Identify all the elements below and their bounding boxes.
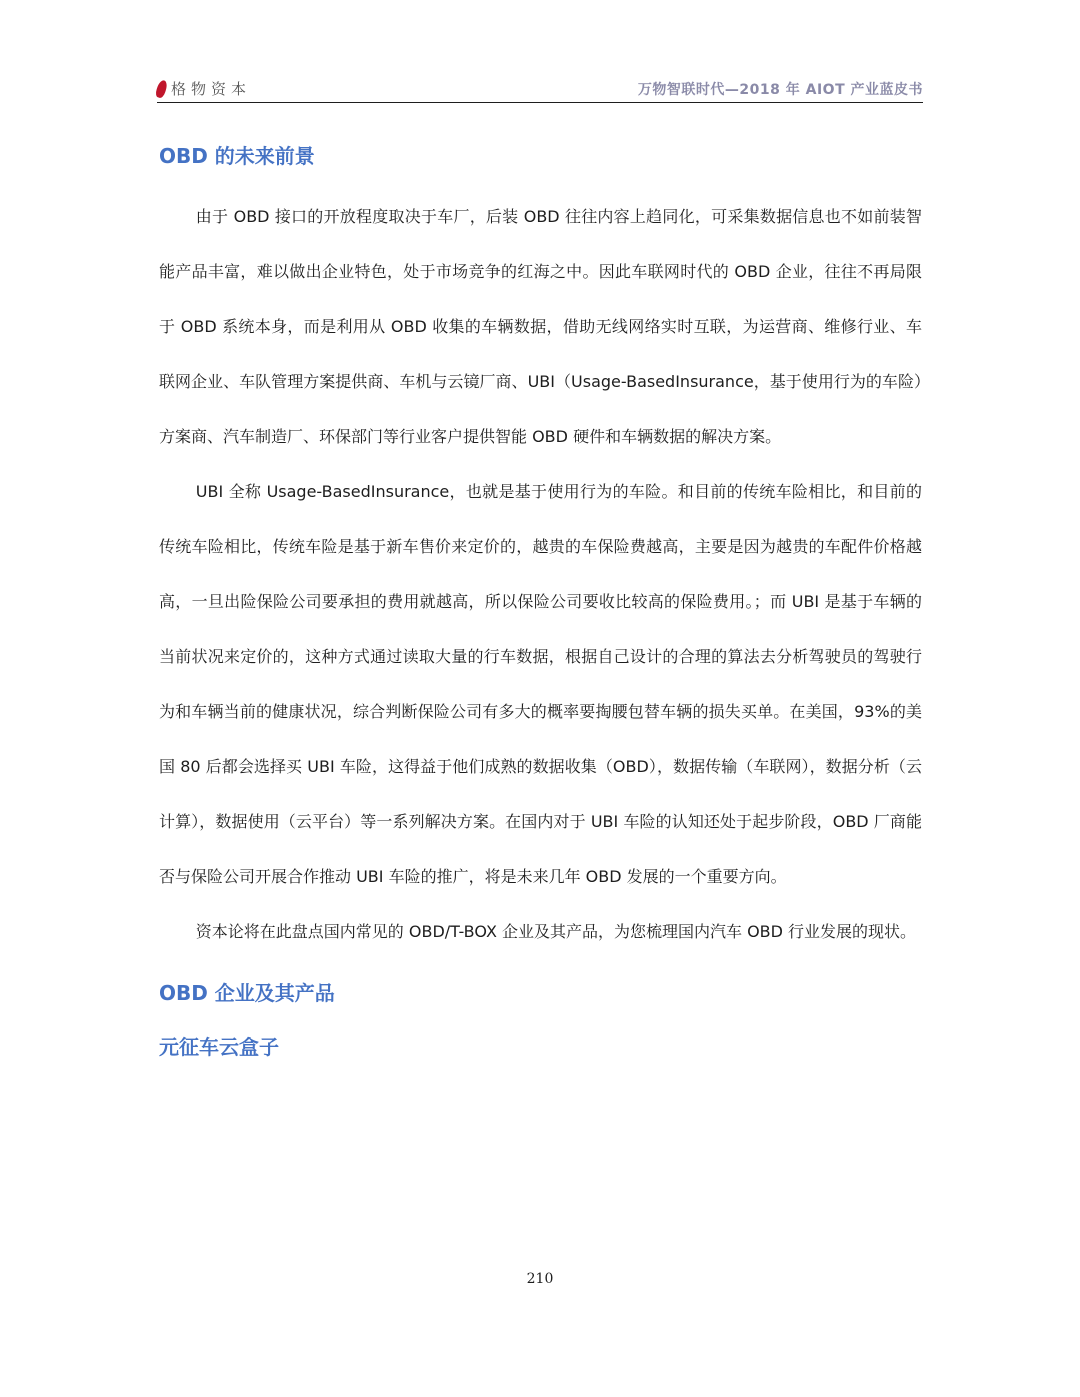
section-heading-companies: OBD 企业及其产品 bbox=[159, 981, 335, 1005]
report-title: 万物智联时代—2018 年 AIOT 产业蓝皮书 bbox=[637, 82, 923, 98]
subsection-heading: 元征车云盒子 bbox=[159, 1035, 279, 1059]
header-divider bbox=[157, 102, 923, 103]
logo-mark-icon bbox=[154, 79, 168, 99]
paragraph-summary: 资本论将在此盘点国内常见的 OBD/T-BOX 企业及其产品，为您梳理国内汽车 OBD 行业发展的现状。 bbox=[195, 922, 917, 941]
section-heading-future: OBD 的未来前景 bbox=[159, 144, 315, 168]
paragraph-obd-market: 由于 OBD 接口的开放程度取决于车厂，后装 OBD 往往内容上趋同化，可采集数据信息也不如前装智能产品丰富，难以做出企业特色，处于市场竞争的红海之中。因此车联网时代的 OBD 企业，往往不再局限于 OBD 系统本身，而是利用从 OBD 收集的车辆数据，借助无线网络实时互联，为运营商、维修行业、车联网企业、车队管理方案提供商、车机与云镜厂商、UBI（Usage-BasedInsurance，基于使用行为的车险）方案商、汽车制造厂、环保部门等行业客户提供智能 OBD 硬件和车辆数据的解决方案。 bbox=[159, 207, 922, 446]
paragraph-ubi: UBI 全称 Usage-BasedInsurance，也就是基于使用行为的车险。和目前的传统车险相比，和目前的传统车险相比，传统车险是基于新车售价来定价的，越贵的车保险费越高，主要是因为越贵的车配件价格越高，一旦出险保险公司要承担的费用就越高，所以保险公司要收比较高的保险费用。；而 UBI 是基于车辆的当前状况来定价的，这种方式通过读取大量的行车数据，根据自己设计的合理的算法去分析驾驶员的驾驶行为和车辆当前的健康状况，综合判断保险公司有多大的概率要掏腰包替车辆的损失买单。在美国，93%的美国 80 后都会选择买 UBI 车险，这得益于他们成熟的数据收集（OBD），数据传输（车联网），数据分析（云计算），数据使用（云平台）等一系列解决方案。在国内对于 UBI 车险的认知还处于起步阶段，OBD 厂商能否与保险公司开展合作推动 UBI 车险的推广，将是未来几年 OBD 发展的一个重要方向。 bbox=[159, 482, 922, 886]
page-number: 210 bbox=[526, 1271, 554, 1287]
logo-text: 格物资本 bbox=[171, 80, 252, 98]
page-content bbox=[159, 136, 922, 1067]
company-logo bbox=[157, 78, 251, 99]
page-header bbox=[157, 72, 923, 102]
